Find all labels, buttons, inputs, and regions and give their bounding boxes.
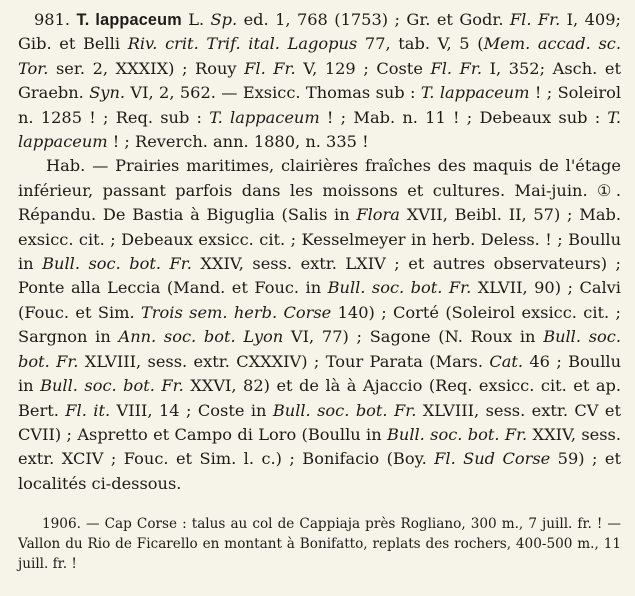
entry-text: ! ; Soleirol n. 1285 ! ; Req. sub : [18,83,621,127]
entry-citation: Syn. [89,83,126,103]
entry-citation: Fl. Fr. [509,10,561,29]
habitat-text: XXIV, sess. extr. XCIV ; Fouc. et Sim. l. c.) ; Bonifacio (Boy. [18,424,621,469]
entry-text: ed. 1, 768 (1753) ; Gr. et Godr. [237,10,510,29]
habitat-citation: Bull. soc. bot. Fr. [42,254,192,274]
habitat-citation: Bull. soc. bot. Fr. [387,424,528,444]
habitat-text: 140) ; Corté (Soleirol exsicc. cit. ; Sargnon in [18,302,622,347]
entry-text: ! ; Mab. n. 11 ! ; Debeaux sub : [319,107,608,127]
habitat-citation: Bull. soc. bot. Fr. [327,278,472,298]
entry-citation: T. lappaceum [420,83,530,103]
habitat-text: XLVIII, sess. extr. CXXXIV) ; Tour Parata (Mars. [78,351,490,371]
entry-citation: Mem. accad. sc. Tor. [18,34,621,78]
entry-text: L. [181,10,211,29]
habitat-text: XLVII, 90) ; Calvi (Fouc. et Sim. [18,278,621,322]
habitat-text: XLVIII, sess. extr. CV et CVII) ; Aspretto et Campo di Loro (Boullu in [18,400,621,444]
habitat-text: XXIV, sess. extr. LXIV ; et autres observateurs) ; Ponte alla Leccia (Mand. et Fouc. in [18,254,622,298]
habitat-text: Hab. — Prairies maritimes, clairières fraîches des maquis de l'étage inférieur, passant parfois dans les moissons et cultures. Mai-juin. ①. Répandu. De Bastia à Biguglia (Salis in [18,156,621,225]
entry-citation: T. lappaceum [18,107,621,152]
entry-text: V, 129 ; Coste [295,58,431,78]
habitat-citation: Cat. [489,351,524,371]
entry-citation: Fl. Fr. [244,58,296,78]
main-text [18,8,621,496]
collection-note: 1906. — Cap Corse : talus au col de Cappiaja près Rogliano, 300 m., 7 juill. fr. ! — Vallon du Rio de Ficarello en montant à Bonifatto, replats des rochers, 400-500 m., 11 juill. fr. ! [18,516,621,573]
entry-text: I, 409; Gib. et Belli [18,10,621,54]
habitat-citation: Bull. soc. bot. Fr. [40,376,184,396]
entry-text: I, 352; Asch. et Graebn. [18,58,621,103]
habitat-citation: Bull. soc. bot. Fr. [18,327,622,371]
entry-text: VI, 2, 562. — Exsicc. Thomas sub : [125,83,421,103]
habitat-text: XXVI, 82) et de là à Ajaccio (Req. exsicc. cit. et ap. Bert. [18,376,622,420]
habitat-text: XVII, Beibl. II, 57) ; Mab. exsicc. cit. ; Debeaux exsicc. cit. ; Kesselmeyer in herb. Deless. ! ; Boullu in [18,205,621,274]
habitat-citation: Flora [356,205,400,225]
habitat-citation: Fl. Sud Corse [434,449,551,469]
entry-citation: Fl. Fr. [430,58,482,78]
entry-citation: T. lappaceum [209,107,320,127]
habitat-paragraph [18,154,621,496]
habitat-text: 59) ; et localités ci-dessous. [18,449,622,493]
entry-citation: Riv. crit. Trif. ital. Lagopus [127,34,358,54]
species-entry [18,8,621,154]
entry-text: ! ; Reverch. ann. 1880, n. 335 ! [107,132,369,152]
entry-number: 981. [34,10,71,29]
entry-text: 77, tab. V, 5 ( [357,34,484,54]
habitat-citation: Ann. soc. bot. Lyon [118,327,284,347]
habitat-citation: Trois sem. herb. Corse [141,302,332,322]
habitat-citation: Bull. soc. bot. Fr. [272,400,417,420]
habitat-text: 46 ; Boullu in [18,351,621,396]
habitat-text: VIII, 14 ; Coste in [110,400,273,420]
entry-text: ser. 2, XXXIX) ; Rouy [48,58,245,78]
entry-citation: Sp. [210,10,238,29]
species-name: T. lappaceum [76,11,182,29]
habitat-text: VI, 77) ; Sagone (N. Roux in [283,327,544,347]
habitat-citation: Fl. it. [65,400,111,420]
